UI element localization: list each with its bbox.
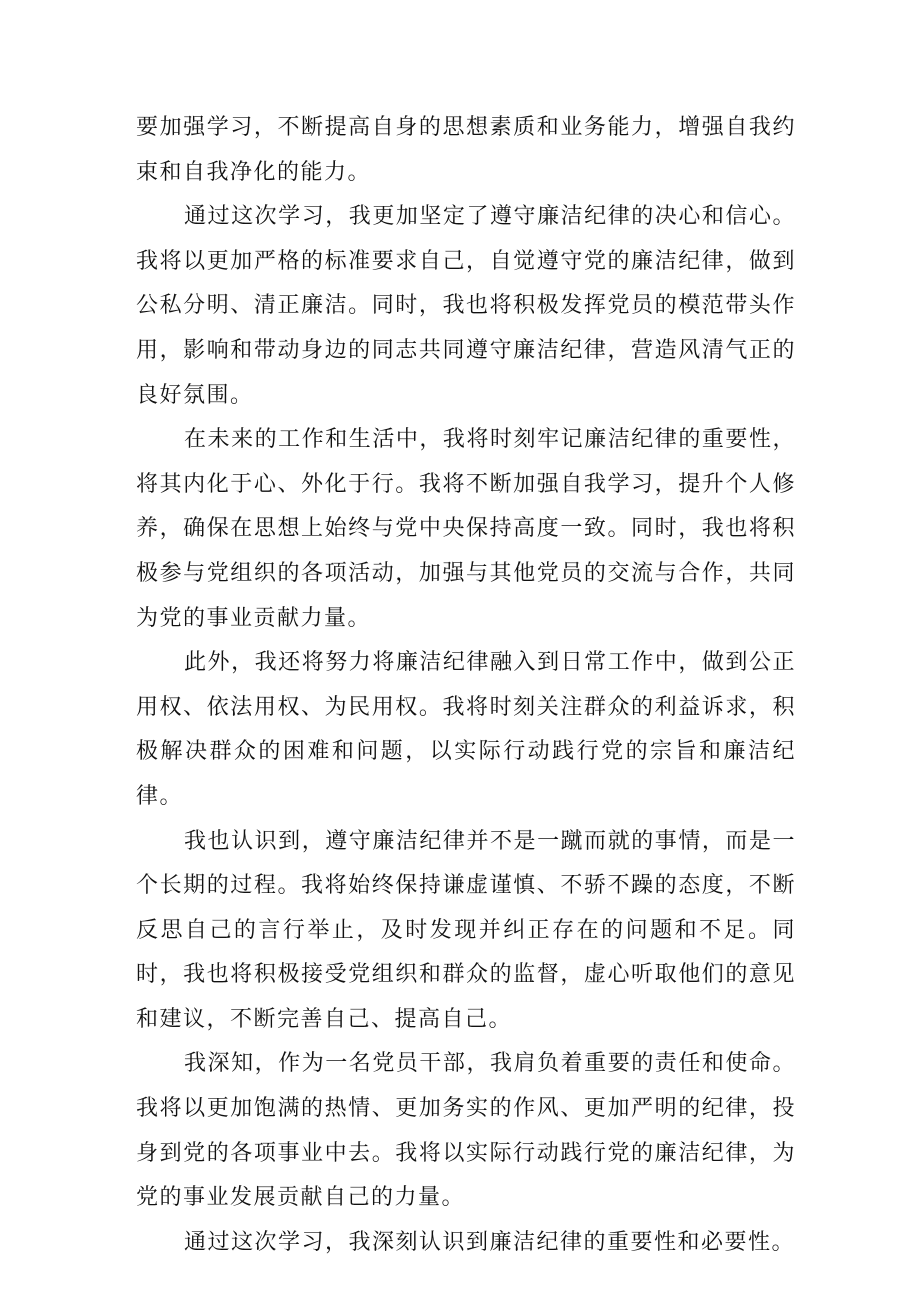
paragraph: 我深知，作为一名党员干部，我肩负着重要的责任和使命。我将以更加饱满的热情、更加务实的作风、更加严明的纪律，投身到党的各项事业中去。我将以实际行动践行党的廉洁纪律，为党的事业发展贡献自己的力量。: [136, 1051, 796, 1211]
paragraph: 通过这次学习，我深刻认识到廉洁纪律的重要性和必要性。: [184, 1229, 796, 1255]
document-body: [136, 106, 796, 1265]
paragraph: 此外，我还将努力将廉洁纪律融入到日常工作中，做到公正用权、依法用权、为民用权。我将时刻关注群众的利益诉求，积极解决群众的困难和问题，以实际行动践行党的宗旨和廉洁纪律。: [136, 650, 796, 809]
paragraph: 在未来的工作和生活中，我将时刻牢记廉洁纪律的重要性，将其内化于心、外化于行。我将不断加强自我学习，提升个人修养，确保在思想上始终与党中央保持高度一致。同时，我也将积极参与党组织的各项活动，加强与其他党员的交流与合作，共同为党的事业贡献力量。: [136, 427, 796, 631]
paragraph: 我也认识到，遵守廉洁纪律并不是一蹴而就的事情，而是一个长期的过程。我将始终保持谦虚谨慎、不骄不躁的态度，不断反思自己的言行举止，及时发现并纠正存在的问题和不足。同时，我也将积极接受党组织和群众的监督，虚心听取他们的意见和建议，不断完善自己、提高自己。: [136, 828, 796, 1032]
paragraph-continuation: 要加强学习，不断提高自身的思想素质和业务能力，增强自我约束和自我净化的能力。: [136, 115, 796, 185]
paragraph: 通过这次学习，我更加坚定了遵守廉洁纪律的决心和信心。我将以更加严格的标准要求自己，自觉遵守党的廉洁纪律，做到公私分明、清正廉洁。同时，我也将积极发挥党员的模范带头作用，影响和带动身边的同志共同遵守廉洁纪律，营造风清气正的良好氛围。: [136, 204, 796, 408]
